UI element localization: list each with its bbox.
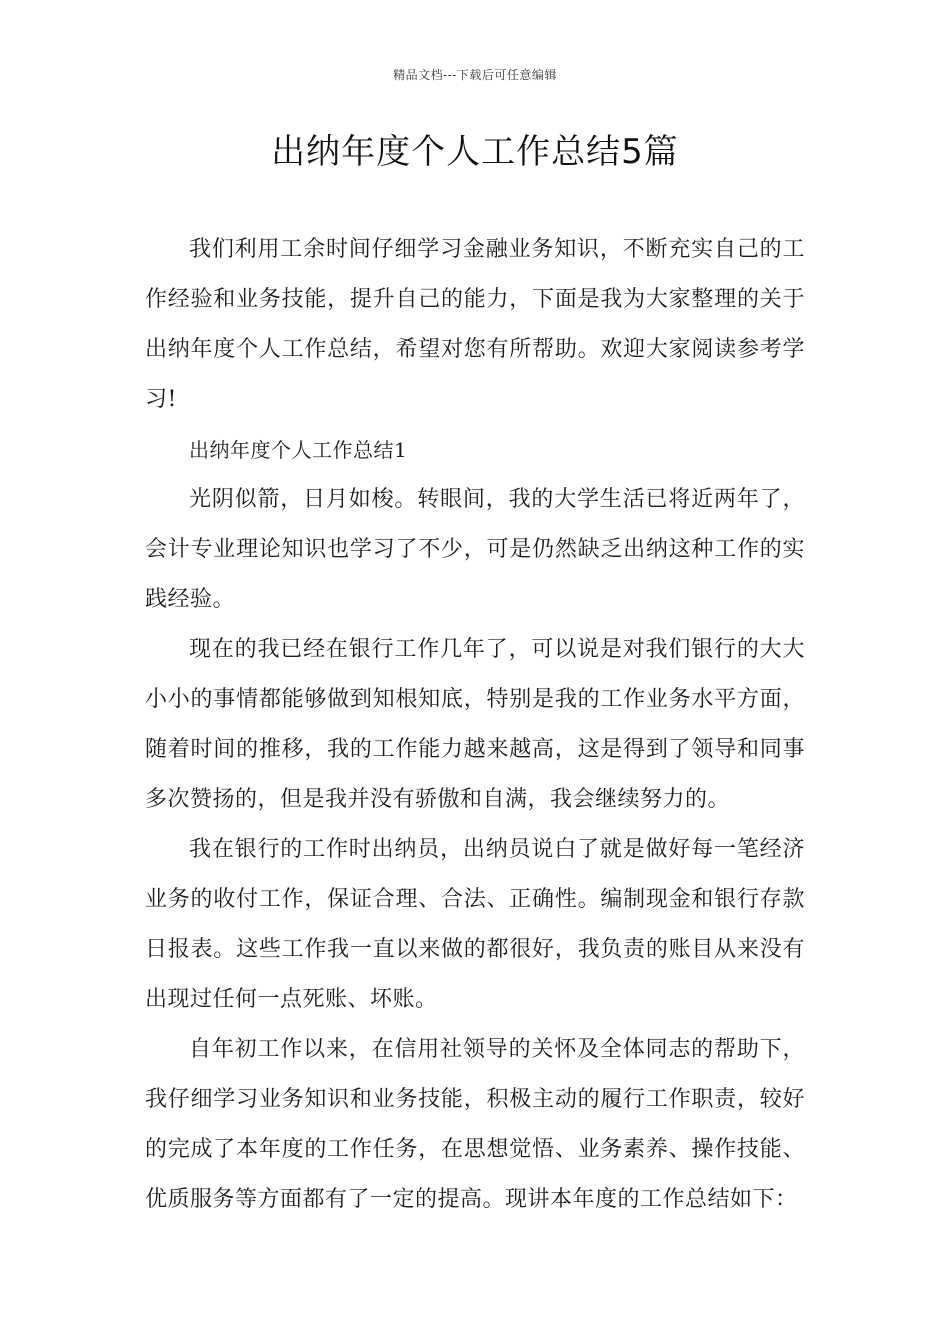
document-body bbox=[145, 225, 805, 1225]
intro-paragraph: 我们利用工余时间仔细学习金融业务知识，不断充实自己的工作经验和业务技能，提升自己的能力，下面是我为大家整理的关于出纳年度个人工作总结，希望对您有所帮助。欢迎大家阅读参考学习! bbox=[145, 237, 805, 412]
body-paragraph: 光阴似箭，日月如梭。转眼间，我的大学生活已将近两年了，会计专业理论知识也学习了不少，可是仍然缺乏出纳这种工作的实践经验。 bbox=[145, 487, 805, 612]
body-paragraph: 我在银行的工作时出纳员，出纳员说白了就是做好每一笔经济业务的收付工作，保证合理、合法、正确性。编制现金和银行存款日报表。这些工作我一直以来做的都很好，我负责的账目从来没有出现过任何一点死账、坏账。 bbox=[145, 837, 805, 1012]
section-heading-1: 出纳年度个人工作总结1 bbox=[189, 438, 408, 462]
document-title: 出纳年度个人工作总结5篇 bbox=[271, 132, 679, 172]
body-paragraph: 自年初工作以来，在信用社领导的关怀及全体同志的帮助下，我仔细学习业务知识和业务技能，积极主动的履行工作职责，较好的完成了本年度的工作任务，在思想觉悟、业务素养、操作技能、优质服务等方面都有了一定的提高。现讲本年度的工作总结如下： bbox=[145, 1037, 805, 1212]
header-note: 精品文档---下载后可任意编辑 bbox=[393, 68, 557, 82]
body-paragraph: 现在的我已经在银行工作几年了，可以说是对我们银行的大大小小的事情都能够做到知根知底，特别是我的工作业务水平方面，随着时间的推移，我的工作能力越来越高，这是得到了领导和同事多次赞扬的，但是我并没有骄傲和自满，我会继续努力的。 bbox=[145, 637, 805, 812]
